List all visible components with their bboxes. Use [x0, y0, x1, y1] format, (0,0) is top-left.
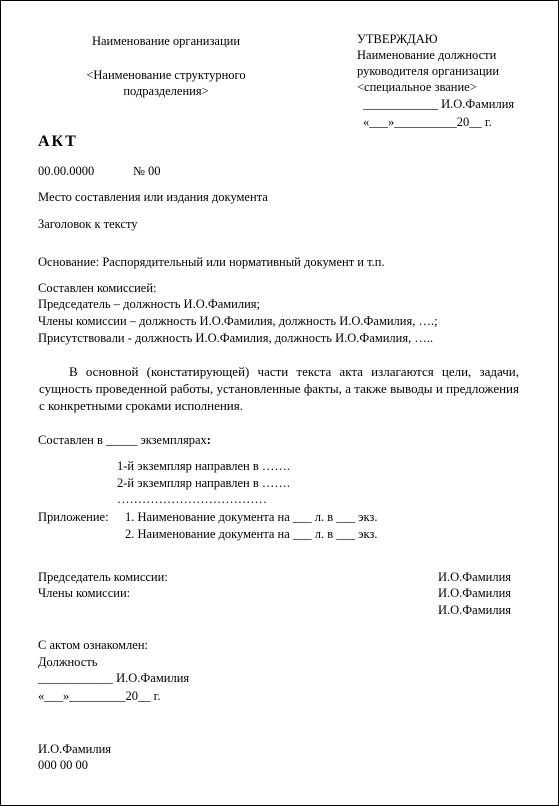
approve-position-line1: Наименование должности — [357, 48, 497, 62]
approve-title: УТВЕРЖДАЮ — [357, 32, 438, 46]
executor-name: И.О.Фамилия — [38, 742, 112, 756]
document-title: АКТ — [38, 133, 78, 150]
document-place: Место составления или издания документа — [38, 190, 268, 204]
document-basis: Основание: Распорядительный или нормативный документ и т.п. — [38, 255, 385, 269]
approve-date: «___»__________20__ г. — [363, 115, 492, 129]
attachment-item-1: 1. Наименование документа на ___ л. в ___ экз. — [125, 510, 378, 524]
approve-signature: ____________ И.О.Фамилия — [363, 97, 515, 111]
familiarized-signature: ____________ И.О.Фамилия — [38, 671, 190, 685]
attachments-label: Приложение: — [38, 510, 109, 524]
document-date: 00.00.0000 — [38, 164, 95, 178]
attachment-item-2: 2. Наименование документа на ___ л. в ___ экз. — [125, 527, 378, 541]
document-heading: Заголовок к тексту — [38, 217, 138, 231]
act-body-text: В основной (констатирующей) части текста акта излагаются цели, задачи, сущность проведенной работы, установленные факты, а также выводы и предложения с конкретными сроками исполнения. — [39, 364, 519, 413]
commission-label: Составлен комиссией: — [38, 281, 157, 295]
executor-phone: 000 00 00 — [38, 758, 88, 772]
commission-members: Члены комиссии – должность И.О.Фамилия, должность И.О.Фамилия, ….; — [38, 314, 438, 328]
copy-2: 2-й экземпляр направлен в ……. — [117, 476, 290, 490]
subdivision-line1: <Наименование структурного — [86, 68, 246, 82]
approve-special-rank: <специальное звание> — [357, 80, 477, 94]
familiarized-label: С актом ознакомлен: — [38, 638, 148, 652]
commission-chair: Председатель – должность И.О.Фамилия; — [38, 297, 261, 311]
copies-label-colon: : — [206, 433, 211, 447]
familiarized-date: «___»_________20__ г. — [38, 689, 161, 703]
signature-members-label: Члены комиссии: — [38, 586, 131, 600]
copy-1: 1-й экземпляр направлен в ……. — [117, 459, 290, 473]
copies-label — [38, 432, 211, 448]
signature-name-3: И.О.Фамилия — [438, 603, 512, 617]
signature-name-1: И.О.Фамилия — [438, 570, 512, 584]
commission-present: Присутствовали - должность И.О.Фамилия, должность И.О.Фамилия, ….. — [38, 331, 434, 345]
subdivision-line2: подразделения> — [123, 84, 209, 98]
approve-position-line2: руководителя организации — [357, 64, 500, 78]
org-name: Наименование организации — [91, 34, 241, 48]
signature-name-2: И.О.Фамилия — [438, 586, 512, 600]
copies-label-text: Составлен в _____ экземплярах — [38, 433, 207, 447]
copy-3: ……………………………… — [117, 492, 267, 506]
document-number: № 00 — [133, 164, 161, 178]
familiarized-position: Должность — [38, 655, 98, 669]
signature-chair-label: Председатель комиссии: — [38, 570, 168, 584]
